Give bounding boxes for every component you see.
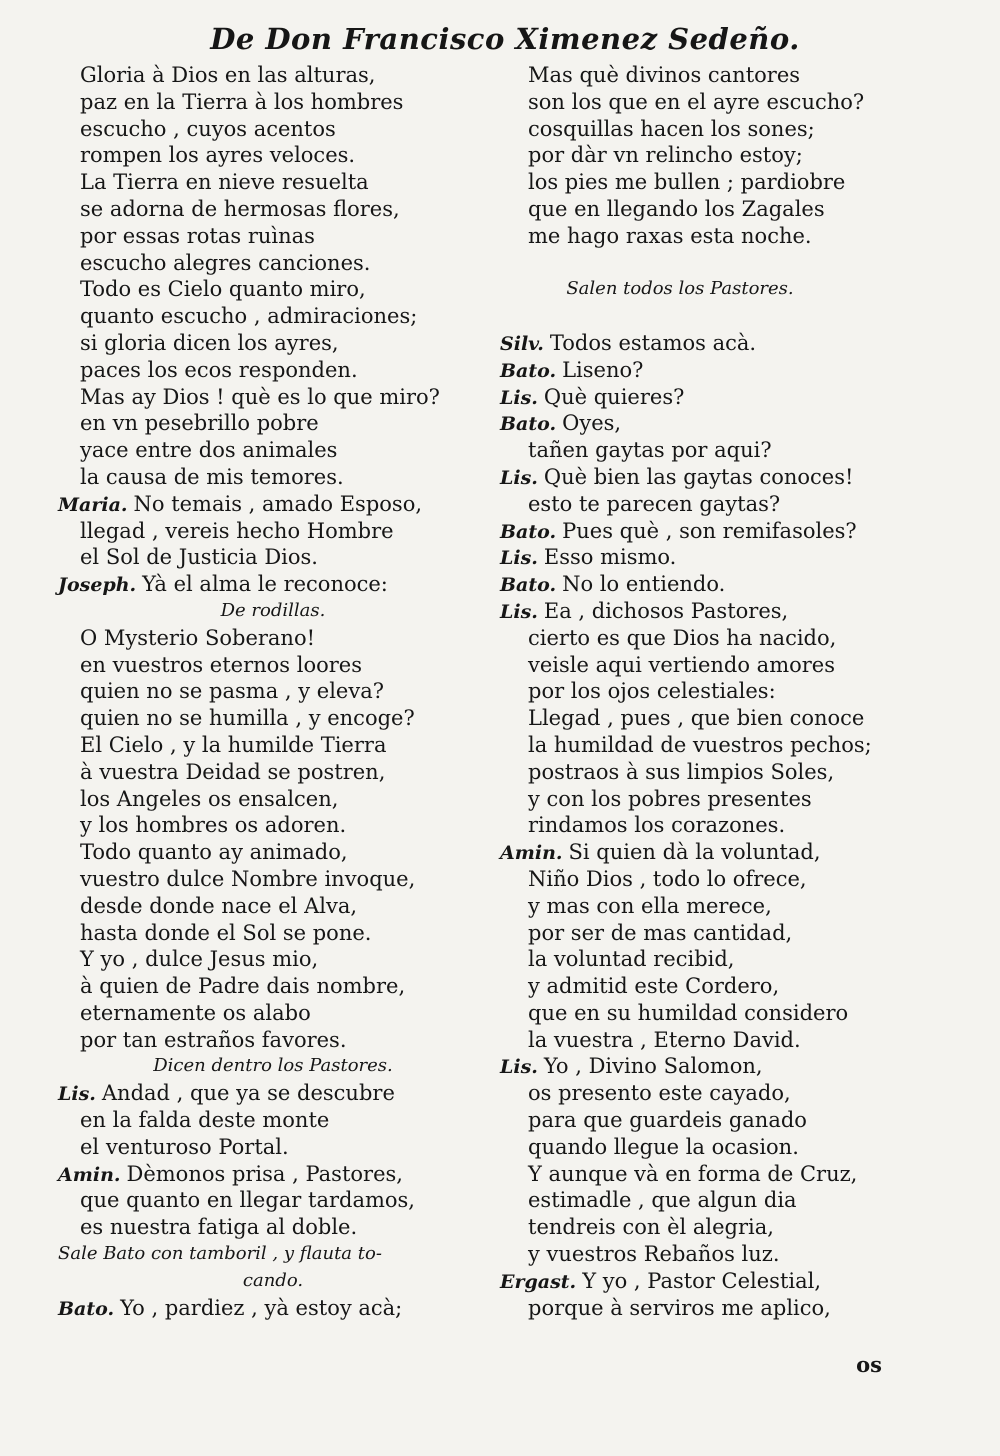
verse-line: que en su humildad considero bbox=[528, 1000, 849, 1025]
verse-line: cosquillas hacen los sones; bbox=[528, 116, 815, 141]
verse-line: cierto es que Dios ha nacido, bbox=[528, 625, 837, 650]
verse-text: Què bien las gaytas conoces! bbox=[543, 464, 854, 489]
speech-line bbox=[500, 544, 860, 571]
verse-line: si gloria dicen los ayres, bbox=[80, 330, 339, 355]
speaker-name: Joseph. bbox=[58, 574, 137, 597]
verse-line: à quien de Padre dais nombre, bbox=[80, 974, 406, 999]
verse-line: y admitid este Cordero, bbox=[528, 974, 780, 999]
verse-line: Todo es Cielo quanto miro, bbox=[80, 277, 366, 302]
verse-line: por dàr vn relincho estoy; bbox=[528, 143, 803, 168]
stage-direction: cando. bbox=[242, 1269, 304, 1291]
verse-line: la humildad de vuestros pechos; bbox=[528, 732, 872, 757]
verse-text: Pues què , son remifasoles? bbox=[562, 518, 857, 543]
speaker-name: Amin. bbox=[58, 1163, 121, 1186]
speech-line bbox=[500, 518, 860, 545]
verse-line: por tan estraños favores. bbox=[80, 1027, 347, 1052]
verse-line: paz en la Tierra à los hombres bbox=[80, 89, 404, 114]
stage-direction: Dicen dentro los Pastores. bbox=[153, 1055, 393, 1077]
verse-line: yace entre dos animales bbox=[80, 438, 338, 463]
speaker-name: Lis. bbox=[500, 1056, 538, 1079]
verse-text: Yà el alma le reconoce: bbox=[142, 572, 388, 597]
verse-line: hasta donde el Sol se pone. bbox=[80, 920, 372, 945]
verse-line: se adorna de hermosas flores, bbox=[80, 196, 400, 221]
verse-line: la voluntad recibid, bbox=[528, 947, 735, 972]
verse-line: Y aunque và en forma de Cruz, bbox=[528, 1161, 858, 1186]
verse-line: por ser de mas cantidad, bbox=[528, 920, 793, 945]
verse-line: para que guardeis ganado bbox=[528, 1108, 807, 1133]
speech-line bbox=[500, 598, 860, 625]
verse-line: porque à serviros me aplico, bbox=[528, 1295, 831, 1320]
verse-line: tañen gaytas por aqui? bbox=[528, 438, 772, 463]
speaker-name: Bato. bbox=[500, 413, 557, 436]
verse-line: la causa de mis temores. bbox=[80, 464, 344, 489]
verse-line: desde donde nace el Alva, bbox=[80, 893, 358, 918]
verse-line: El Cielo , y la humilde Tierra bbox=[80, 732, 387, 757]
verse-line: quien no se humilla , y encoge? bbox=[80, 706, 415, 731]
verse-line: Y yo , dulce Jesus mio, bbox=[80, 947, 319, 972]
speaker-name: Bato. bbox=[500, 359, 557, 382]
verse-line: los Angeles os ensalcen, bbox=[80, 786, 339, 811]
speaker-name: Bato. bbox=[500, 520, 557, 543]
verse-line: son los que en el ayre escucho? bbox=[528, 89, 865, 114]
verse-line: escucho , cuyos acentos bbox=[80, 116, 336, 141]
verse-line: paces los ecos responden. bbox=[80, 357, 358, 382]
verse-line: tendreis con èl alegria, bbox=[528, 1215, 774, 1240]
speech-line bbox=[500, 1268, 860, 1295]
verse-line: quien no se pasma , y eleva? bbox=[80, 679, 384, 704]
speech-line bbox=[500, 1053, 860, 1080]
stage-direction: Salen todos los Pastores. bbox=[566, 278, 794, 300]
speaker-name: Amin. bbox=[500, 842, 563, 865]
verse-line: eternamente os alabo bbox=[80, 1000, 311, 1025]
verse-line: por los ojos celestiales: bbox=[528, 679, 776, 704]
verse-text: Liseno? bbox=[562, 357, 644, 382]
verse-text: No temais , amado Esposo, bbox=[133, 491, 423, 516]
verse-line: Todo quanto ay animado, bbox=[80, 840, 348, 865]
verse-line: la vuestra , Eterno David. bbox=[528, 1027, 801, 1052]
verse-line: quanto escucho , admiraciones; bbox=[80, 304, 418, 329]
verse-line: y mas con ella merece, bbox=[528, 893, 772, 918]
verse-line: rindamos los corazones. bbox=[528, 813, 786, 838]
verse-line: y los hombres os adoren. bbox=[80, 813, 347, 838]
verse-line: postraos à sus limpios Soles, bbox=[528, 759, 835, 784]
speaker-name: Silv. bbox=[500, 332, 544, 355]
stage-direction: De rodillas. bbox=[220, 599, 326, 621]
verse-line: O Mysterio Soberano! bbox=[80, 625, 316, 650]
verse-text: Oyes, bbox=[562, 411, 622, 436]
verse-text: Ea , dichosos Pastores, bbox=[543, 598, 789, 623]
speaker-name: Maria. bbox=[58, 493, 128, 516]
verse-line: Mas ay Dios ! què es lo que miro? bbox=[80, 384, 440, 409]
stage-direction: Sale Bato con tamboril , y flauta to- bbox=[58, 1243, 382, 1265]
verse-line: Mas què divinos cantores bbox=[528, 63, 801, 87]
verse-line: y con los pobres presentes bbox=[528, 786, 812, 811]
verse-line: Niño Dios , todo lo ofrece, bbox=[528, 866, 807, 891]
verse-line: vuestro dulce Nombre invoque, bbox=[80, 866, 416, 891]
speech-line bbox=[500, 384, 860, 411]
speaker-name: Bato. bbox=[500, 574, 557, 597]
speech-line bbox=[58, 1161, 488, 1188]
blank-line bbox=[500, 250, 860, 277]
verse-line: rompen los ayres veloces. bbox=[80, 143, 356, 168]
right-column bbox=[500, 62, 872, 1321]
verse-line: los pies me bullen ; pardiobre bbox=[528, 170, 846, 195]
speech-line bbox=[500, 571, 860, 598]
verse-line: llegad , vereis hecho Hombre bbox=[80, 518, 394, 543]
speaker-name: Lis. bbox=[500, 547, 538, 570]
speaker-name: Lis. bbox=[58, 1083, 96, 1106]
verse-line: esto te parecen gaytas? bbox=[528, 491, 781, 516]
speaker-name: Lis. bbox=[500, 600, 538, 623]
verse-text: Todos estamos acà. bbox=[549, 330, 757, 355]
speech-line bbox=[500, 839, 860, 866]
running-header: De Don Francisco Ximenez Sedeño. bbox=[210, 22, 800, 56]
speaker-name: Bato. bbox=[58, 1297, 115, 1320]
verse-line: estimadle , que algun dia bbox=[528, 1188, 797, 1213]
verse-text: Si quien dà la voluntad, bbox=[568, 840, 821, 865]
verse-line: el Sol de Justicia Dios. bbox=[80, 545, 318, 570]
verse-line: La Tierra en nieve resuelta bbox=[80, 170, 369, 195]
speech-line bbox=[58, 491, 488, 518]
verse-line: en vn pesebrillo pobre bbox=[80, 411, 319, 436]
speech-line bbox=[500, 357, 860, 384]
verse-line: que quanto en llegar tardamos, bbox=[80, 1188, 415, 1213]
verse-line: el venturoso Portal. bbox=[80, 1134, 289, 1159]
verse-text: Yo , pardiez , yà estoy acà; bbox=[120, 1295, 403, 1320]
verse-line: y vuestros Rebaños luz. bbox=[528, 1242, 780, 1267]
catchword: os bbox=[856, 1352, 882, 1377]
speaker-name: Lis. bbox=[500, 386, 538, 409]
verse-line: en vuestros eternos loores bbox=[80, 652, 362, 677]
verse-text: Què quieres? bbox=[543, 384, 685, 409]
speaker-name: Ergast. bbox=[500, 1270, 577, 1293]
speech-line bbox=[58, 571, 488, 598]
verse-text: Andad , que ya se descubre bbox=[101, 1081, 395, 1106]
speech-line bbox=[58, 1080, 488, 1107]
verse-line: escucho alegres canciones. bbox=[80, 250, 371, 275]
speech-line bbox=[500, 410, 860, 437]
verse-line: me hago raxas esta noche. bbox=[528, 223, 812, 248]
verse-line: que en llegando los Zagales bbox=[528, 196, 825, 221]
verse-text: Dèmonos prisa , Pastores, bbox=[126, 1161, 403, 1186]
verse-line: veisle aqui vertiendo amores bbox=[528, 652, 836, 677]
speech-line bbox=[500, 330, 860, 357]
verse-line: Llegad , pues , que bien conoce bbox=[528, 706, 865, 731]
left-column bbox=[58, 62, 488, 1321]
verse-line: os presento este cayado, bbox=[528, 1081, 791, 1106]
blank-line bbox=[500, 303, 860, 330]
verse-line: es nuestra fatiga al doble. bbox=[80, 1215, 358, 1240]
verse-line: Gloria à Dios en las alturas, bbox=[80, 63, 376, 87]
verse-line: quando llegue la ocasion. bbox=[528, 1134, 799, 1159]
verse-text: Yo , Divino Salomon, bbox=[543, 1054, 763, 1079]
verse-line: por essas rotas ruìnas bbox=[80, 223, 315, 248]
verse-line: en la falda deste monte bbox=[80, 1108, 330, 1133]
speech-line bbox=[58, 1295, 488, 1322]
verse-text: Y yo , Pastor Celestial, bbox=[582, 1268, 822, 1293]
verse-line: à vuestra Deidad se postren, bbox=[80, 759, 386, 784]
verse-text: Esso mismo. bbox=[543, 545, 677, 570]
speaker-name: Lis. bbox=[500, 466, 538, 489]
speech-line bbox=[500, 464, 860, 491]
verse-text: No lo entiendo. bbox=[562, 572, 726, 597]
